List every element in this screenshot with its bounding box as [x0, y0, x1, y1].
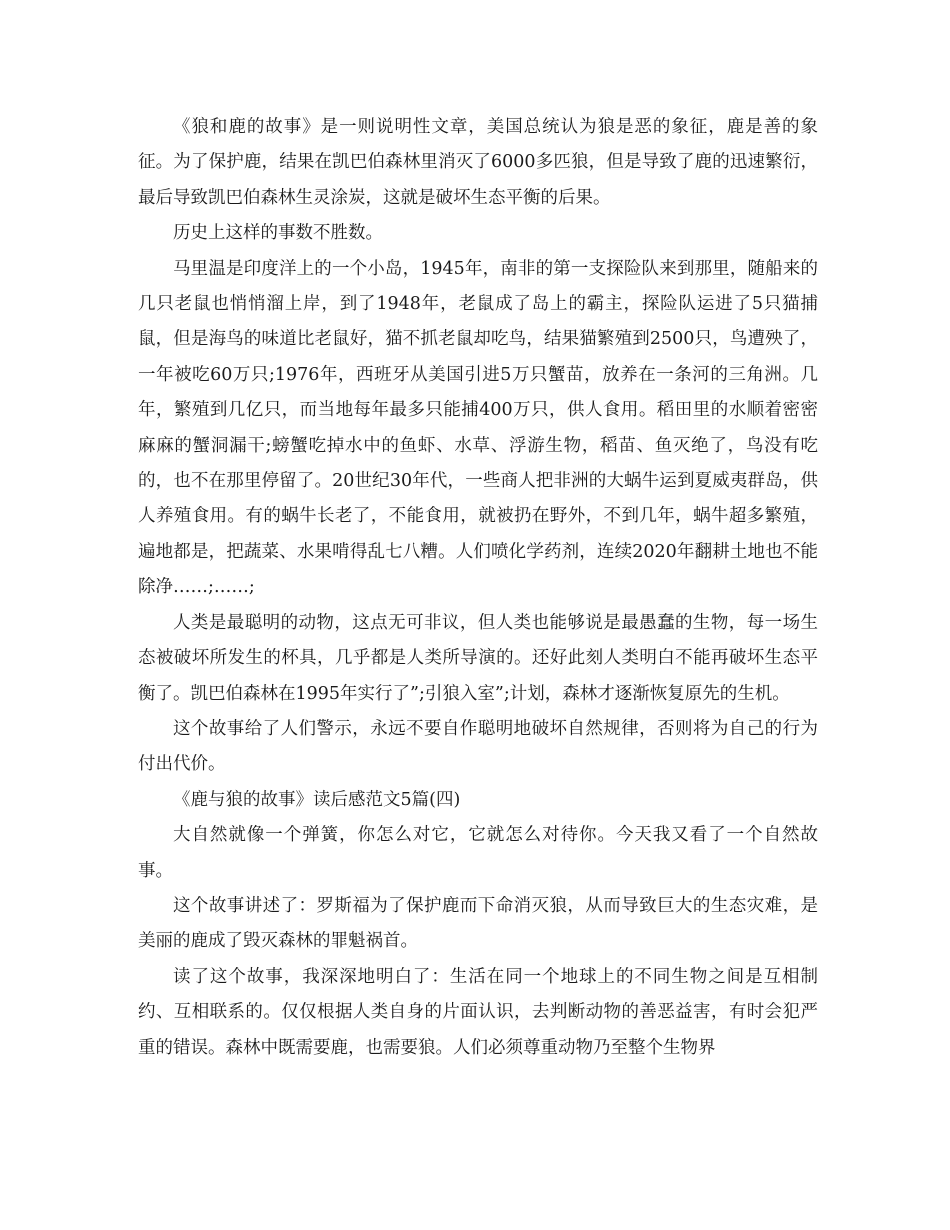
paragraph-4: 人类是最聪明的动物，这点无可非议，但人类也能够说是最愚蠢的生物，每一场生态被破坏所发生的杯具，几乎都是人类所导演的。还好此刻人类明白不能再破坏生态平衡了。凯巴伯森林在1995年实行了”;引狼入室”;计划，森林才逐渐恢复原先的生机。: [138, 612, 818, 704]
paragraph-3: 马里温是印度洋上的一个小岛，1945年，南非的第一支探险队来到那里，随船来的几只老鼠也悄悄溜上岸，到了1948年，老鼠成了岛上的霸主，探险队运进了5只猫捕鼠，但是海鸟的味道比老鼠好，猫不抓老鼠却吃鸟，结果猫繁殖到2500只，鸟遭殃了，一年被吃60万只;1976年，西班牙从美国引进5万只蟹苗，放养在一条河的三角洲。几年，繁殖到几亿只，而当地每年最多只能捕400万只，供人食用。稻田里的水顺着密密麻麻的蟹洞漏干;螃蟹吃掉水中的鱼虾、水草、浮游生物，稻苗、鱼灭绝了，鸟没有吃的，也不在那里停留了。20世纪30年代，一些商人把非洲的大蜗牛运到夏威夷群岛，供人养殖食用。有的蜗牛长老了，不能食用，就被扔在野外，不到几年，蜗牛超多繁殖，遍地都是，把蔬菜、水果啃得乱七八糟。人们喷化学药剂，连续2020年翻耕土地也不能除净……;……;: [138, 258, 818, 598]
paragraph-8: 这个故事讲述了：罗斯福为了保护鹿而下命消灭狼，从而导致巨大的生态灾难，是美丽的鹿成了毁灭森林的罪魁祸首。: [138, 895, 818, 952]
paragraph-9: 读了这个故事，我深深地明白了：生活在同一个地球上的不同生物之间是互相制约、互相联系的。仅仅根据人类自身的片面认识，去判断动物的善恶益害，有时会犯严重的错误。森林中既需要鹿，也需要狼。人们必须尊重动物乃至整个生物界: [138, 966, 818, 1058]
document-page: [138, 110, 818, 1066]
paragraph-2: 历史上这样的事数不胜数。: [173, 223, 383, 244]
paragraph-5: 这个故事给了人们警示，永远不要自作聪明地破坏自然规律，否则将为自己的行为付出代价。: [138, 718, 818, 775]
section-heading: 《鹿与狼的故事》读后感范文5篇(四): [173, 789, 461, 810]
paragraph-1: 《狼和鹿的故事》是一则说明性文章，美国总统认为狼是恶的象征，鹿是善的象征。为了保护鹿，结果在凯巴伯森林里消灭了6000多匹狼，但是导致了鹿的迅速繁衍，最后导致凯巴伯森林生灵涂炭，这就是破坏生态平衡的后果。: [138, 117, 818, 208]
paragraph-7: 大自然就像一个弹簧，你怎么对它，它就怎么对待你。今天我又看了一个自然故事。: [138, 825, 818, 881]
